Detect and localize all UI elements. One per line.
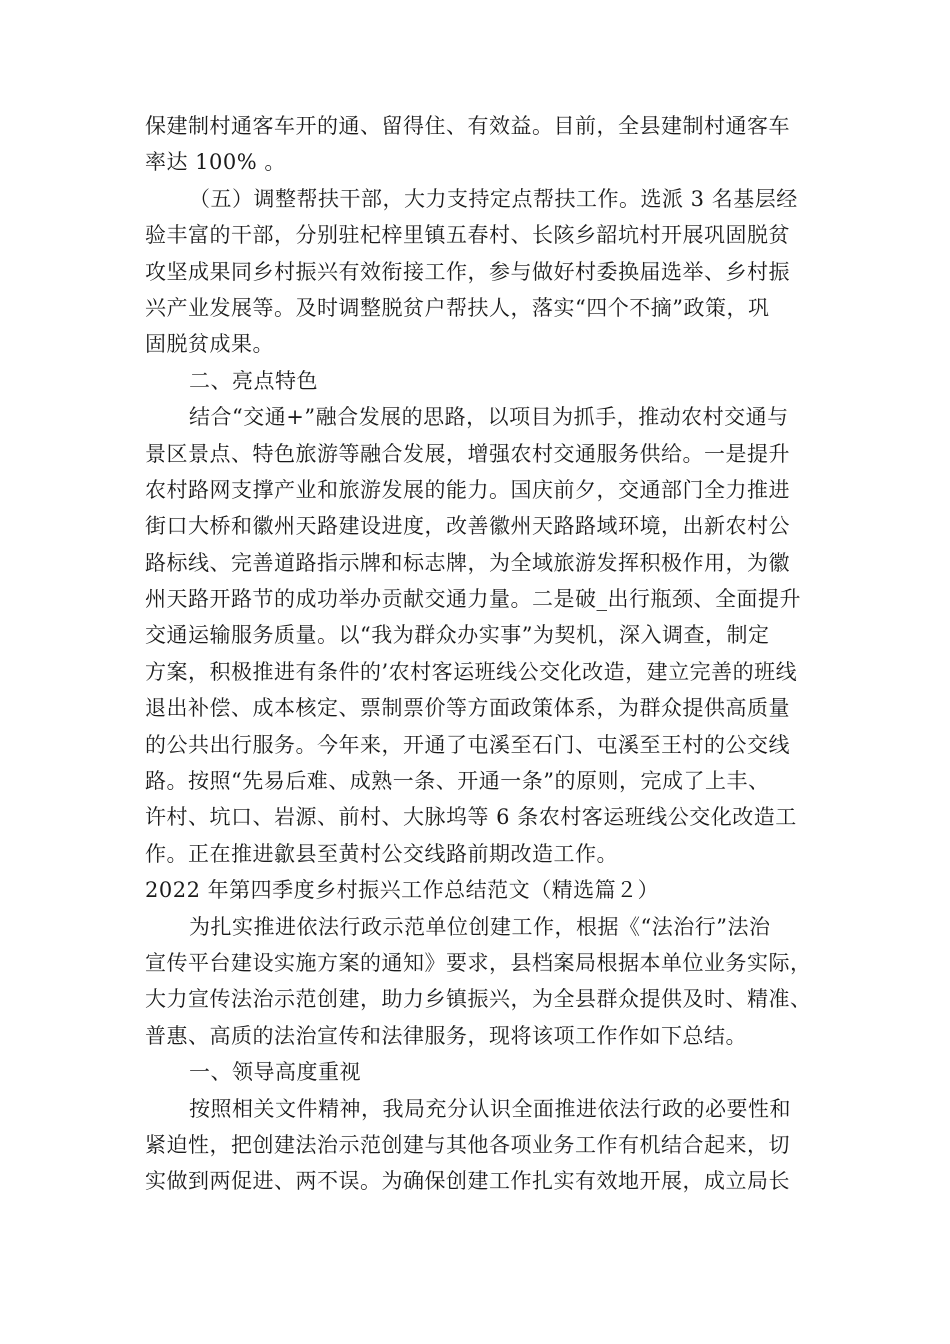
- text-line: 为扎实推进依法行政示范单位创建工作，根据《“法治行”法治: [189, 914, 771, 939]
- text-line: 路标线、完善道路指示牌和标志牌，为全域旅游发挥积极作用，为徽: [145, 550, 790, 575]
- text-line: 作。正在推进歙县至黄村公交线路前期改造工作。: [145, 841, 618, 866]
- text-line: 普惠、高质的法治宣传和法律服务，现将该项工作作如下总结。: [145, 1023, 747, 1048]
- text-line: 景区景点、特色旅游等融合发展，增强农村交通服务供给。一是提升: [145, 441, 790, 466]
- text-line: 大力宣传法治示范创建，助力乡镇振兴，为全县群众提供及时、精准、: [145, 987, 812, 1012]
- text-line: 固脱贫成果。: [145, 332, 274, 357]
- document-body: [145, 108, 813, 1200]
- text-line: 州天路开路节的成功举办贡献交通力量。二是破_出行瓶颈、全面提升: [145, 587, 801, 612]
- text-line: 保建制村通客车开的通、留得住、有效益。目前，全县建制村通客车: [145, 114, 790, 138]
- text-line: 验丰富的干部，分别驻杞梓里镇五春村、长陔乡韶坑村开展巩固脱贫: [145, 223, 790, 248]
- text-line: 攻坚成果同乡村振兴有效衔接工作，参与做好村委换届选举、乡村振: [145, 259, 790, 284]
- text-line: 一、领导高度重视: [189, 1060, 361, 1085]
- text-line: 交通运输服务质量。以“我为群众办实事”为契机，深入调查，制定: [145, 623, 770, 648]
- text-line: 街口大桥和徽州天路建设进度，改善徽州天路路域环境，出新农村公: [145, 514, 790, 539]
- text-line: 按照相关文件精神，我局充分认识全面推进依法行政的必要性和: [189, 1096, 791, 1121]
- text-line: 率达 100% 。: [145, 150, 286, 175]
- text-line: 紧迫性，把创建法治示范创建与其他各项业务工作有机结合起来，切: [145, 1132, 790, 1157]
- text-line: 宣传平台建设实施方案的通知》要求，县档案局根据本单位业务实际，: [145, 950, 812, 975]
- text-line: 农村路网支撑产业和旅游发展的能力。国庆前夕，交通部门全力推进: [145, 477, 790, 502]
- text-line: 结合“交通+”融合发展的思路，以项目为抓手，推动农村交通与: [189, 405, 789, 430]
- text-line: 2022 年第四季度乡村振兴工作总结范文（精选篇２）: [145, 878, 660, 903]
- text-line: 兴产业发展等。及时调整脱贫户帮扶人，落实“四个不摘”政策，巩: [145, 295, 770, 320]
- text-line: 路。按照“先易后难、成熟一条、开通一条”的原则，完成了上丰、: [145, 769, 770, 794]
- text-line: 方案，积极推进有条件的’农村客运班线公交化改造，建立完善的班线: [145, 659, 798, 684]
- text-line: 实做到两促进、两不误。为确保创建工作扎实有效地开展，成立局长: [145, 1169, 790, 1194]
- text-line: 的公共出行服务。今年来，开通了屯溪至石门、屯溪至王村的公交线: [145, 732, 790, 757]
- text-line: 退出补偿、成本核定、票制票价等方面政策体系，为群众提供高质量: [145, 696, 790, 721]
- text-line: 许村、坑口、岩源、前村、大脉坞等 6 条农村客运班线公交化改造工: [145, 805, 797, 830]
- text-line: 二、亮点特色: [189, 368, 318, 393]
- text-line: （五）调整帮扶干部，大力支持定点帮扶工作。选派 3 名基层经: [189, 186, 798, 211]
